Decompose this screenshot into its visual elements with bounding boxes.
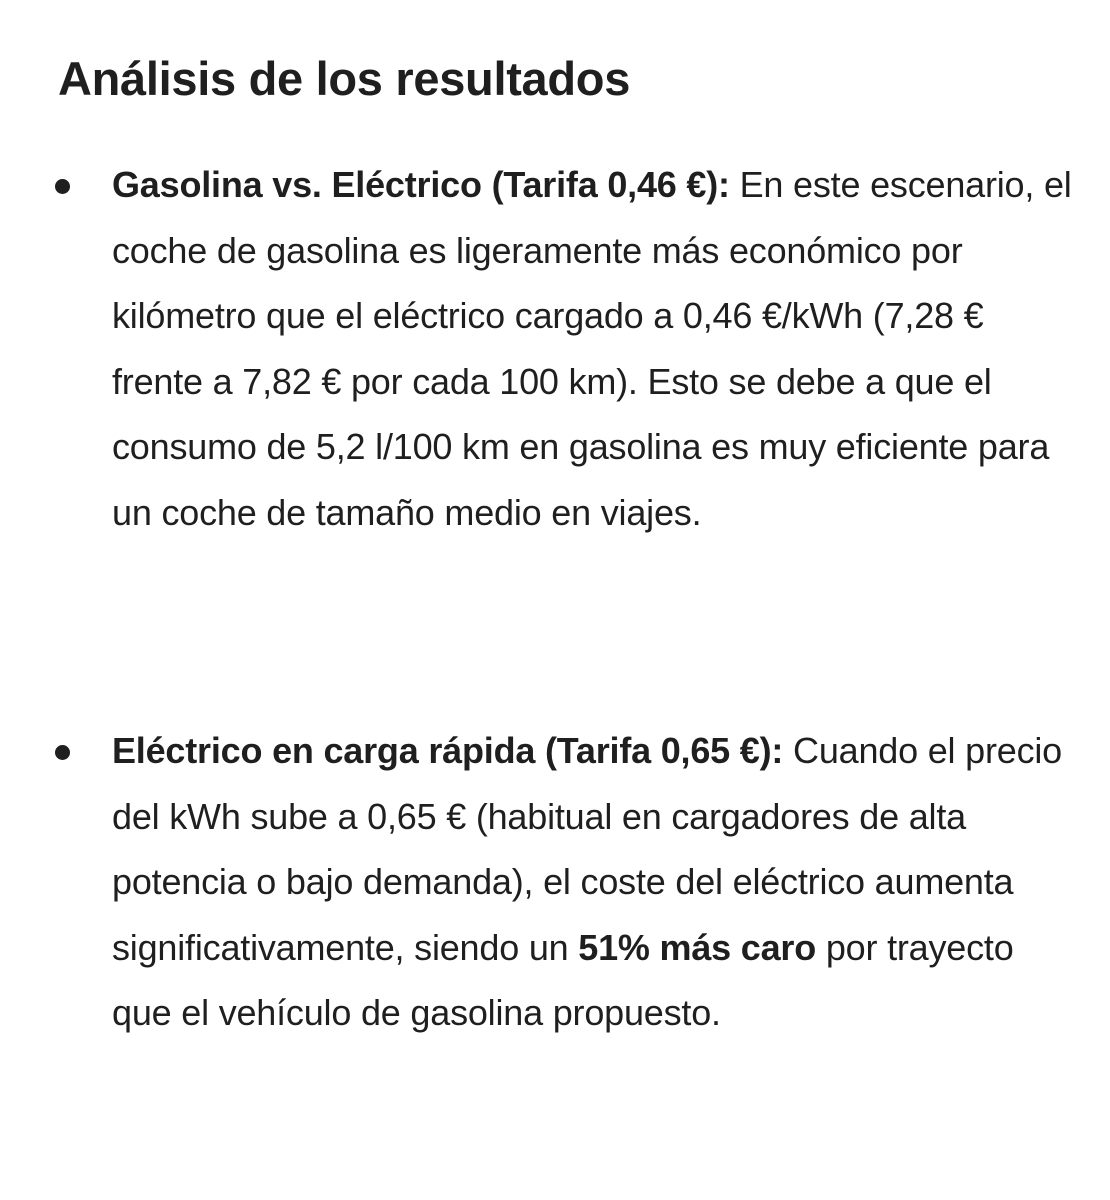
list-item-lead: Eléctrico en carga rápida (Tarifa 0,65 €): — [112, 730, 784, 771]
list-item-text — [112, 718, 1082, 1046]
list-item-body-end: por trayecto que el vehículo de gasolina propuesto. — [112, 926, 1014, 1034]
section-title: Análisis de los resultados — [58, 52, 631, 105]
list-item-text — [112, 152, 1082, 546]
list-item-body-start: Cuando el precio del kWh sube a 0,65 € (habitual en cargadores de alta potencia o bajo demanda), el coste del eléctrico aumenta significativamente, siendo un — [112, 730, 1063, 968]
list-item-body: En este escenario, el coche de gasolina es ligeramente más económico por kilómetro que el eléctrico cargado a 0,46 €/kWh (7,28 € frente a 7,82 € por cada 100 km). Esto se debe a que el consumo de 5,2 l/100 km en gasolina es muy eficiente para un coche de tamaño medio en viajes. — [112, 164, 1072, 533]
highlight-percentage: 51% más caro — [578, 926, 817, 968]
bullet-icon — [55, 179, 70, 194]
list-item-lead: Gasolina vs. Eléctrico (Tarifa 0,46 €): — [112, 164, 730, 205]
bullet-icon — [55, 745, 70, 760]
